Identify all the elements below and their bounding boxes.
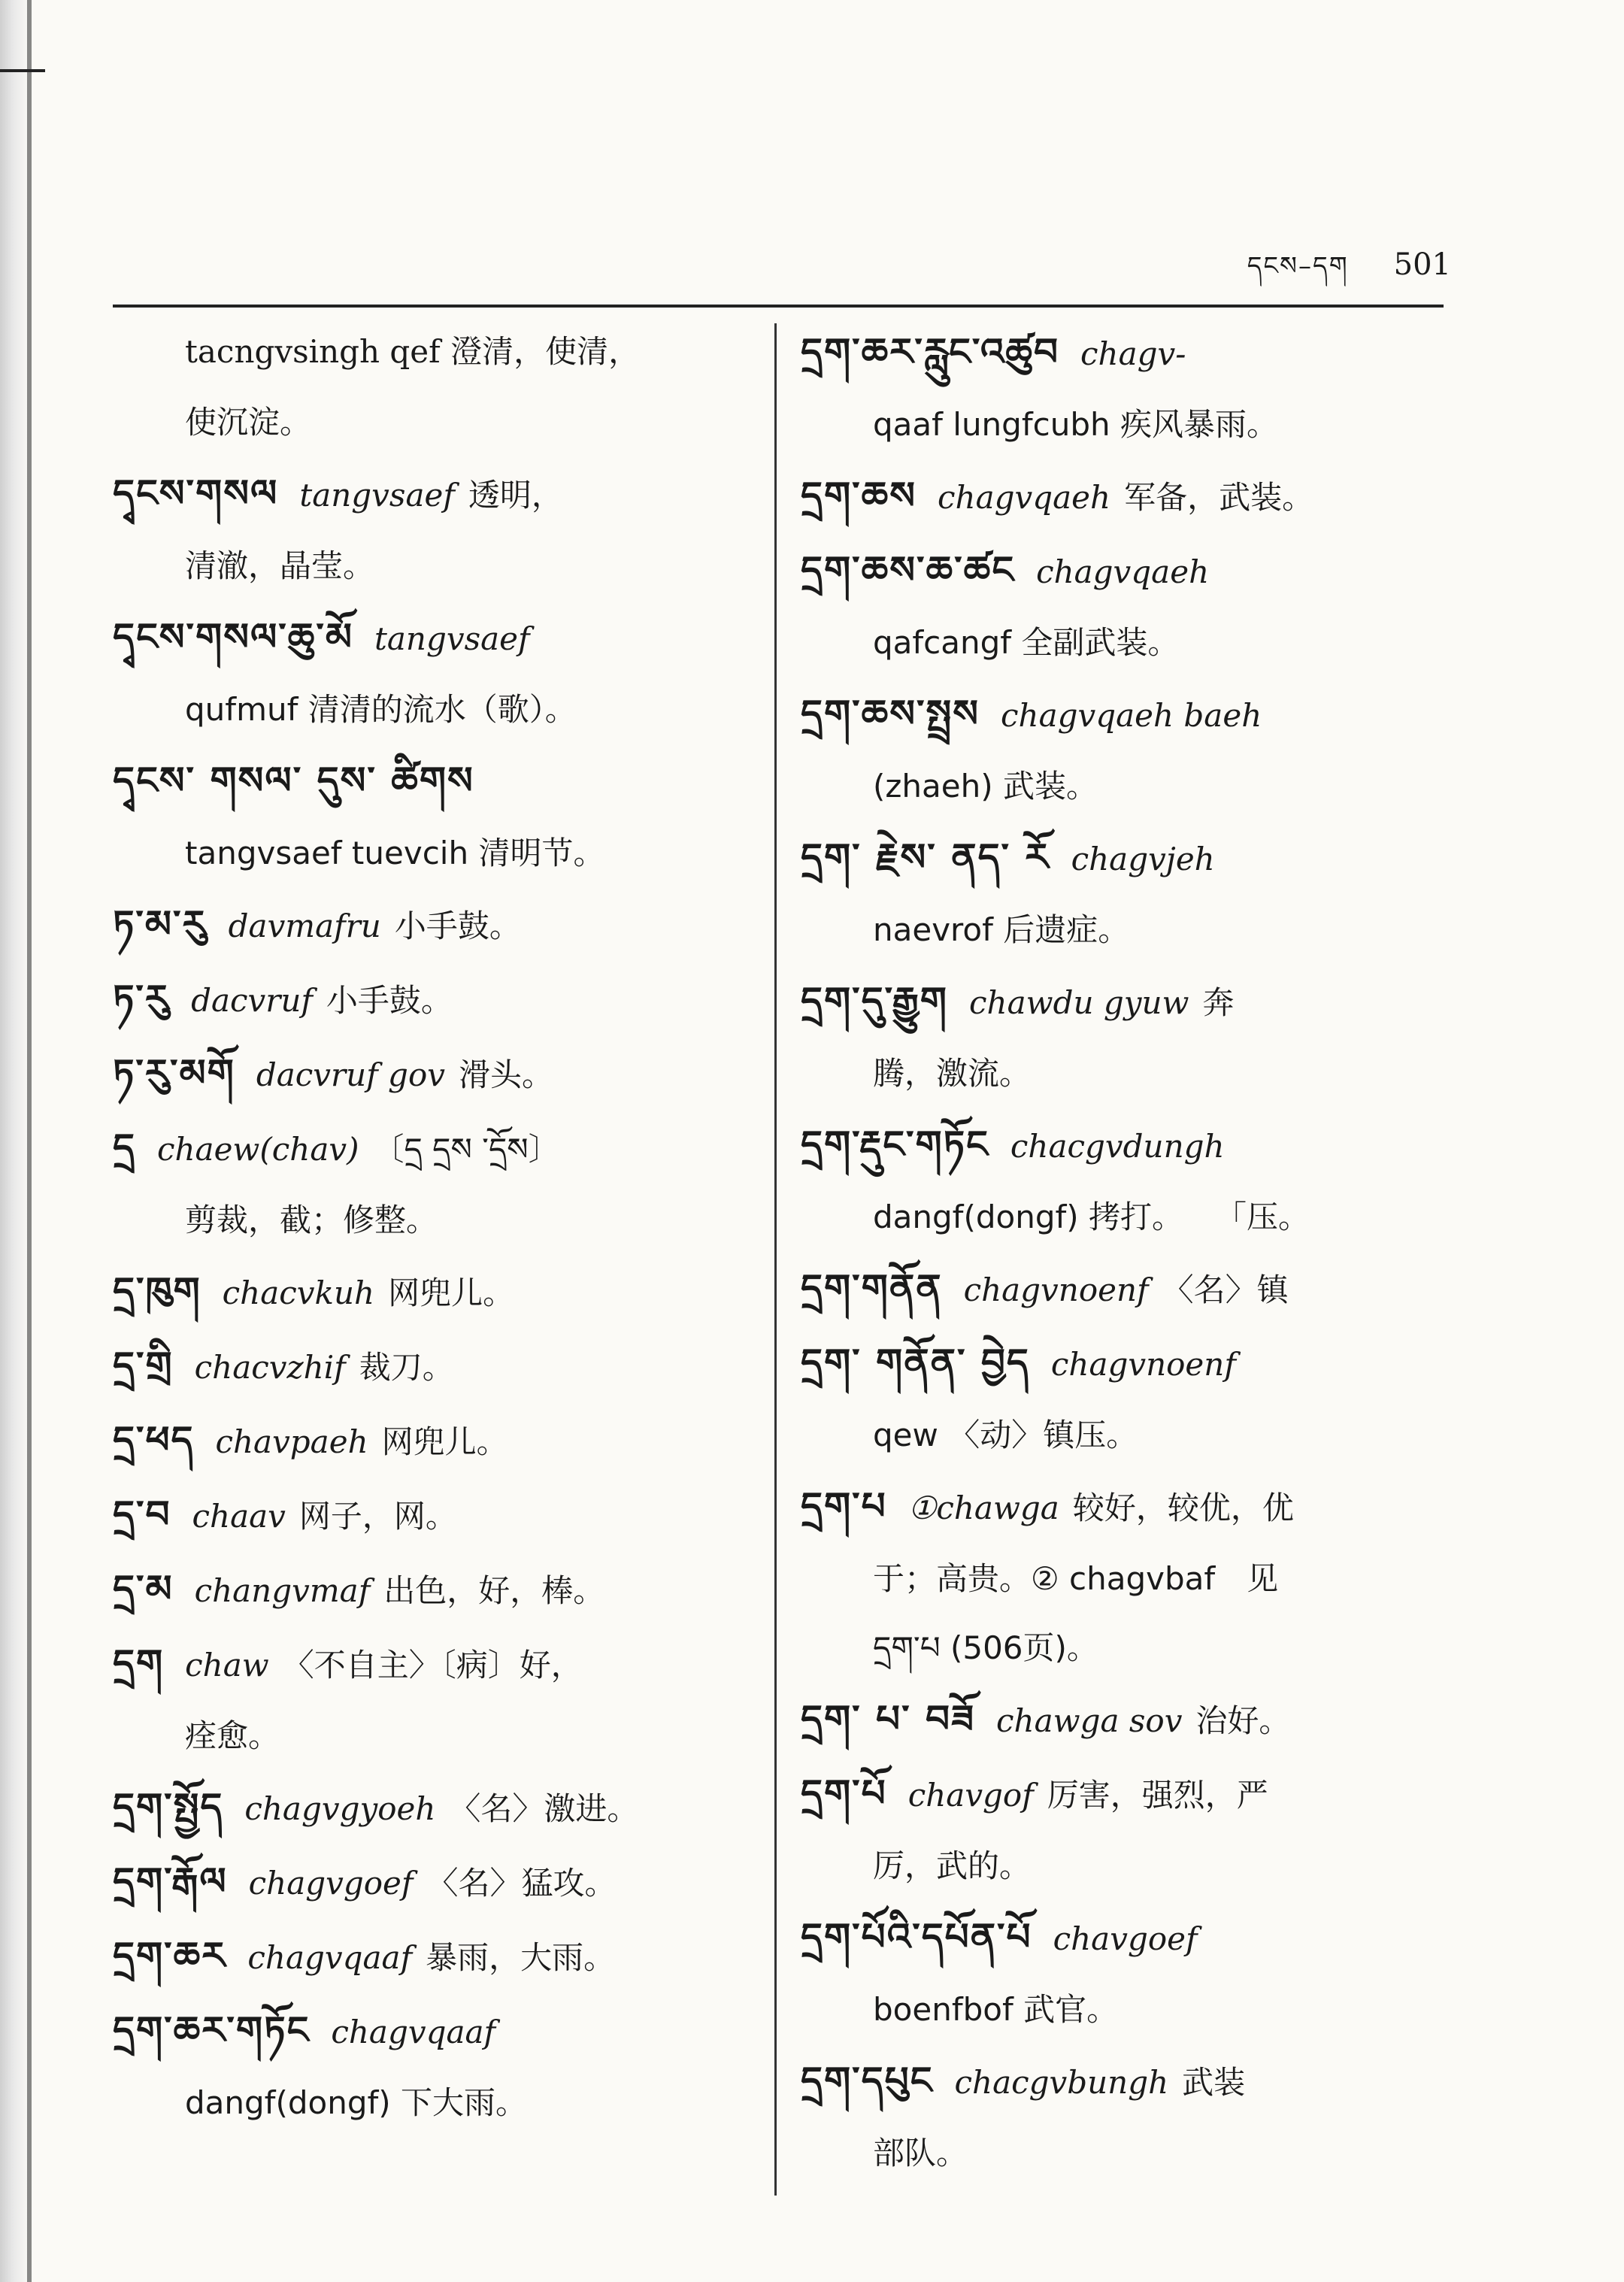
- dictionary-entry: [801, 459, 1447, 534]
- left-column: [113, 316, 759, 2138]
- dictionary-entry: [113, 1478, 759, 1553]
- romanization: changvmaf: [194, 1572, 371, 1609]
- dictionary-entry: [801, 1108, 1447, 1252]
- romanization: chagvjeh: [1071, 841, 1215, 877]
- dictionary-entry: [113, 1553, 759, 1627]
- tibetan-headword: དྲག་སྤྱོད: [113, 1785, 224, 1829]
- gloss: 〔དྲ དྲས ་དྲོས〕: [372, 1131, 560, 1168]
- romanization: chagvqaeh: [1036, 553, 1210, 590]
- gloss: 小手鼓。: [394, 908, 521, 944]
- binding-line: [27, 0, 32, 2282]
- gloss-continuation: 剪裁，截；修整。: [185, 1202, 438, 1238]
- tibetan-headword: དྲག་པ: [801, 1484, 887, 1528]
- romanization: chagvqaaf: [331, 2014, 496, 2050]
- romanization: chagvnoenf: [1050, 1346, 1236, 1383]
- romanization: chawdu gyuw: [969, 984, 1189, 1021]
- gloss-continuation: dangf(dongf) 拷打。 「压。: [873, 1199, 1310, 1235]
- dictionary-entry: [801, 1470, 1447, 1683]
- dictionary-entry: [113, 1920, 759, 1994]
- dictionary-entry: [113, 1329, 759, 1404]
- romanization: chaw: [185, 1647, 269, 1683]
- gloss: 〈名〉镇: [1162, 1271, 1289, 1308]
- page-edge-shadow: [0, 0, 30, 2282]
- tibetan-headword: དྲག་དཔུང: [801, 2059, 934, 2102]
- romanization: chagvqaaf: [247, 1939, 413, 1976]
- romanization: dacvruf gov: [256, 1056, 445, 1093]
- tibetan-headword: དྲ་ཁུག: [113, 1269, 201, 1313]
- dictionary-entry: [801, 965, 1447, 1108]
- romanization: chavgof: [907, 1777, 1034, 1814]
- dictionary-entry: [801, 677, 1447, 821]
- page-header: [1247, 237, 1451, 309]
- gloss-continuation: 痊愈。: [185, 1717, 280, 1754]
- dictionary-entry: [113, 1255, 759, 1329]
- gloss-continuation: qafcangf 全副武装。: [873, 624, 1180, 661]
- romanization: tangvsaef: [374, 620, 530, 657]
- dictionary-entry: [801, 316, 1447, 459]
- tibetan-headword: དྲག་རྒོལ: [113, 1859, 228, 1903]
- gloss: 治好。: [1195, 1702, 1291, 1739]
- romanization: chacgvbungh: [954, 2064, 1169, 2101]
- dictionary-entry: [801, 1757, 1447, 1901]
- tibetan-headword: དྲག: [113, 1641, 165, 1685]
- tibetan-headword: དྲག་ གནོན་ བྱེད: [801, 1341, 1030, 1384]
- gloss-continuation: tangvsaef tuevcih 清明节。: [185, 835, 605, 871]
- dictionary-entry: [801, 1901, 1447, 2044]
- tibetan-headword: དྲག་ཆས་སྤྲས: [801, 692, 980, 735]
- romanization: chavpaeh: [215, 1423, 368, 1460]
- tibetan-headword: དྲག་རྡུང་གཏོང: [801, 1123, 989, 1166]
- gloss: 武装: [1182, 2064, 1246, 2101]
- gloss-continuation: 腾，激流。: [873, 1055, 1032, 1092]
- gloss: 奔: [1202, 984, 1235, 1021]
- running-head: དངས–དག: [1247, 251, 1349, 281]
- tibetan-headword: དྲ: [113, 1126, 136, 1169]
- corner-mark: [0, 69, 45, 72]
- gloss: 小手鼓。: [326, 982, 453, 1019]
- gloss: 网兜儿。: [381, 1423, 508, 1460]
- gloss-continuation: 部队。: [873, 2135, 968, 2171]
- header-rule: [113, 305, 1444, 308]
- gloss: 裁刀。: [359, 1349, 454, 1386]
- dictionary-entry: [801, 821, 1447, 965]
- dictionary-entry: [113, 1111, 759, 1255]
- tibetan-headword: དྲག་དུ་རྒྱུག: [801, 979, 948, 1023]
- dictionary-entry: [113, 962, 759, 1037]
- romanization: chacvkuh: [222, 1274, 375, 1311]
- romanization: chawga sov: [996, 1702, 1183, 1739]
- entry-line: 使沉淀。: [185, 404, 312, 441]
- tibetan-headword: དྲག་ཆར: [113, 1934, 227, 1977]
- tibetan-headword: དྲག་པོ: [801, 1771, 887, 1815]
- dictionary-entry: [113, 1771, 759, 1845]
- gloss: 军备，武装。: [1124, 479, 1314, 516]
- romanization: chagvqaeh: [938, 479, 1111, 516]
- gloss-continuation: qufmuf 清清的流水（歌）。: [185, 691, 577, 728]
- tibetan-headword: དྲག་པོའི་དཔོན་པོ: [801, 1915, 1032, 1959]
- romanization: chagv-: [1080, 335, 1186, 372]
- gloss: 网兜儿。: [388, 1274, 515, 1311]
- gloss-continuation: 清澈，晶莹。: [185, 547, 375, 584]
- gloss: 〈名〉激进。: [449, 1790, 639, 1827]
- dictionary-entry: [113, 744, 759, 888]
- romanization: davmafru: [228, 908, 381, 944]
- dictionary-entry: [801, 1252, 1447, 1326]
- romanization: dacvruf: [191, 982, 313, 1019]
- gloss-continuation: dangf(dongf) 下大雨。: [185, 2084, 528, 2121]
- dictionary-entry: [113, 1627, 759, 1771]
- romanization: chaav: [192, 1498, 286, 1535]
- gloss: 〈不自主〉〔病〕好，: [282, 1647, 583, 1683]
- gloss: 透明，: [468, 477, 563, 514]
- gloss: 厉害，强烈，严: [1047, 1777, 1268, 1814]
- tibetan-headword: ཏ་མ་རུ: [113, 902, 208, 946]
- gloss: 滑头。: [458, 1056, 553, 1093]
- page-number: 501: [1393, 247, 1451, 282]
- gloss: 出色，好，棒。: [383, 1572, 605, 1609]
- romanization: chaew(chav): [156, 1131, 359, 1168]
- gloss-continuation: qaaf lungfcubh 疾风暴雨。: [873, 406, 1278, 443]
- right-column: [801, 316, 1447, 2188]
- dictionary-entry: [801, 1326, 1447, 1470]
- dictionary-entry: [113, 316, 759, 457]
- tibetan-headword: དྲ་མ: [113, 1567, 174, 1611]
- romanization: chacgvdungh: [1010, 1128, 1225, 1165]
- entry-line: tacngvsingh qef 澄清，使清，: [185, 333, 641, 370]
- tibetan-headword: དྲག་ རྗེས་ ནད་ རོ: [801, 835, 1050, 879]
- gloss: 较好，较优，优: [1072, 1490, 1294, 1526]
- tibetan-headword: དྲ་ཕད: [113, 1418, 195, 1462]
- gloss-continuation: boenfbof 武官。: [873, 1991, 1119, 2028]
- tibetan-headword: དྲག་ཆས་ཆ་ཚང: [801, 548, 1016, 592]
- tibetan-headword: དྲག་ཆར་རླུང་འཚུབ: [801, 330, 1059, 374]
- tibetan-headword: ཏ་རུ་མགོ: [113, 1051, 235, 1095]
- romanization: chagvqaeh baeh: [1001, 697, 1262, 734]
- dictionary-entry: [113, 1037, 759, 1111]
- dictionary-entry: [801, 534, 1447, 677]
- tibetan-headword: དྲག་གནོན: [801, 1266, 943, 1310]
- tibetan-headword: དྲག་ཆས: [801, 474, 917, 517]
- tibetan-headword: དྭངས་གསལ: [113, 471, 279, 515]
- romanization: ①chawga: [907, 1490, 1059, 1526]
- romanization: chavgoef: [1053, 1920, 1198, 1957]
- gloss-continuation: 于；高贵。② chagvbaf 见: [873, 1560, 1279, 1597]
- romanization: tangvsaef: [299, 477, 455, 514]
- romanization: chagvnoenf: [963, 1271, 1149, 1308]
- dictionary-entry: [113, 1994, 759, 2138]
- tibetan-headword: ཏ་རུ: [113, 977, 171, 1020]
- dictionary-entry: [801, 2044, 1447, 2188]
- romanization: chacvzhif: [194, 1349, 346, 1386]
- tibetan-headword: དྭངས་ གསལ་ དུས་ ཚིགས: [113, 759, 474, 802]
- tibetan-headword: དྭངས་གསལ་ཆུ་མོ: [113, 615, 353, 659]
- gloss-continuation: 厉，武的。: [873, 1847, 1032, 1884]
- tibetan-headword: དྲག་ པ་ བཟོ: [801, 1697, 976, 1741]
- romanization: chagvgoef: [248, 1865, 414, 1902]
- dictionary-entry: [113, 1845, 759, 1920]
- dictionary-entry: [801, 1683, 1447, 1757]
- column-divider: [774, 323, 777, 2196]
- tibetan-headword: དྲ་བ: [113, 1493, 171, 1536]
- gloss-continuation: དྲག་པ (506页)。: [873, 1629, 1098, 1666]
- gloss-continuation: (zhaeh) 武装。: [873, 768, 1098, 805]
- romanization: chagvgyoeh: [244, 1790, 436, 1827]
- gloss: 网子，网。: [298, 1498, 457, 1535]
- gloss-continuation: qew 〈动〉镇压。: [873, 1417, 1138, 1453]
- tibetan-headword: དྲ་གྲི: [113, 1344, 174, 1387]
- gloss: 暴雨，大雨。: [426, 1939, 616, 1976]
- tibetan-headword: དྲག་ཆར་གཏོང: [113, 2008, 311, 2052]
- gloss: 〈名〉猛攻。: [426, 1865, 617, 1902]
- gloss-continuation: naevrof 后遗症。: [873, 911, 1130, 948]
- dictionary-entry: [113, 888, 759, 962]
- dictionary-entry: [113, 457, 759, 601]
- dictionary-entry: [113, 601, 759, 744]
- dictionary-entry: [113, 1404, 759, 1478]
